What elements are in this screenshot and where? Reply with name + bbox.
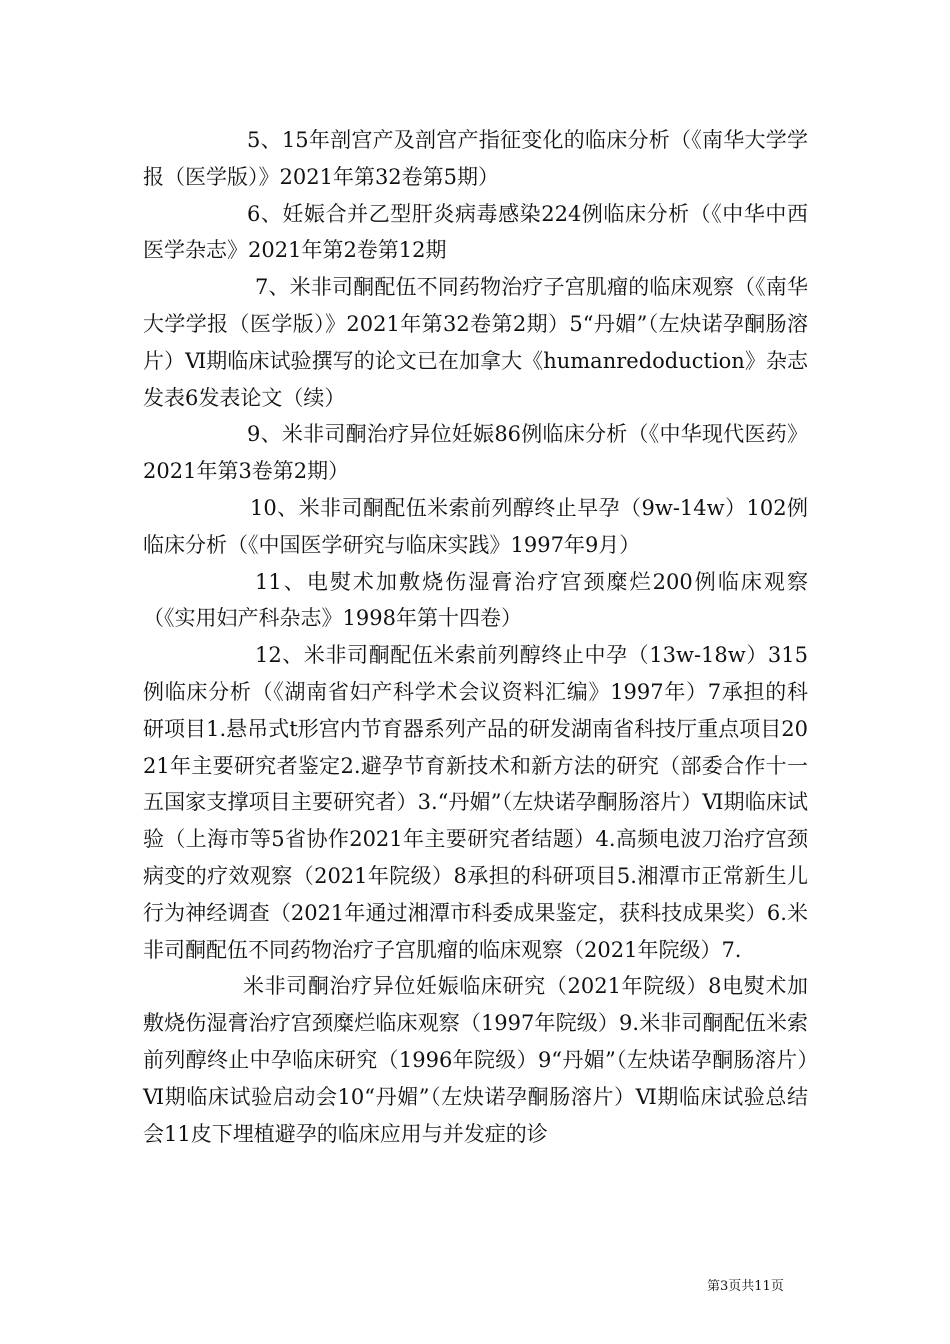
paragraph-research-projects: 米非司酮治疗异位妊娠临床研究（2021年院级）8电熨术加敷烧伤湿膏治疗宫颈糜烂临床观察（1997年院级）9.米非司酮配伍米索前列醇终止中孕临床研究（1996年院级）9“丹媚”（左炔诺孕酮肠溶片）Ⅵ期临床试验启动会10“丹媚”（左炔诺孕酮肠溶片）Ⅵ期临床试验总结会11皮下埋植避孕的临床应用与并发症的诊: [143, 974, 808, 1146]
paragraph-item-7: 7、米非司酮配伍不同药物治疗子宫肌瘤的临床观察（《南华大学学报（医学版）》2021年第32卷第2期）5“丹媚”（左炔诺孕酮肠溶片）Ⅵ期临床试验撰写的论文已在加拿大《humanredoduction》杂志发表6发表论文（续）: [143, 275, 808, 410]
page-number-footer: 第3页共11页: [707, 1279, 784, 1294]
paragraph-item-10: 10、米非司酮配伍米索前列醇终止早孕（9w-14w）102例临床分析（《中国医学研究与临床实践》1997年9月）: [143, 495, 808, 557]
paragraph-item-12: 12、米非司酮配伍米索前列醇终止中孕（13w-18w）315例临床分析（《湖南省妇产科学术会议资料汇编》1997年）7承担的科研项目1.悬吊式t形宫内节育器系列产品的研发湖南省科技厅重点项目2021年主要研究者鉴定2.避孕节育新技术和新方法的研究（部委合作十一五国家支撑项目主要研究者）3.“丹媚”（左炔诺孕酮肠溶片）Ⅵ期临床试验（上海市等5省协作2021年主要研究者结题）4.高频电波刀治疗宫颈病变的疗效观察（2021年院级）8承担的科研项目5.湘潭市正常新生儿行为神经调查（2021年通过湘潭市科委成果鉴定，获科技成果奖）6.米非司酮配伍不同药物治疗子宫肌瘤的临床观察（2021年院级）7.: [143, 643, 808, 962]
paragraph-item-11: 11、电熨术加敷烧伤湿膏治疗宫颈糜烂200例临床观察（《实用妇产科杂志》1998年第十四卷）: [143, 569, 808, 631]
paragraph-item-9: 9、米非司酮治疗异位妊娠86例临床分析（《中华现代医药》2021年第3卷第2期）: [143, 422, 808, 484]
document-body: [143, 122, 808, 1152]
paragraph-item-6: 6、妊娠合并乙型肝炎病毒感染224例临床分析（《中华中西医学杂志》2021年第2卷第12期: [143, 201, 808, 263]
paragraph-item-5: 5、15年剖宫产及剖宫产指征变化的临床分析（《南华大学学报（医学版）》2021年第32卷第5期）: [143, 128, 808, 189]
